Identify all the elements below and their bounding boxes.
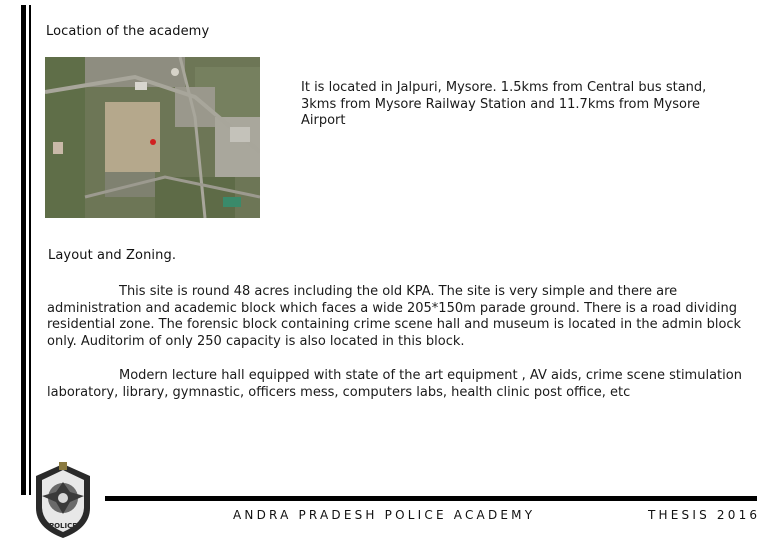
- layout-paragraph-1-text: This site is round 48 acres including the old KPA. The site is very simple and there are administration and academic block which faces a wide 205*150m parade ground. There is a road dividing residential zone. The forensic block containing crime scene hall and museum is located in the admin block only. Auditorim of only 250 capacity is also located in this block.: [47, 284, 742, 349]
- layout-paragraph-2: [47, 368, 747, 401]
- layout-paragraph-2-text: Modern lecture hall equipped with state of the art equipment , AV aids, crime scene stimulation laboratory, library, gymnastic, officers mess, computers labs, health clinic post office, etc: [47, 368, 742, 400]
- location-satellite-map: [45, 57, 260, 218]
- location-description: It is located in Jalpuri, Mysore. 1.5kms from Central bus stand, 3kms from Mysore Railway Station and 11.7kms from Mysore Airport: [301, 80, 707, 128]
- left-vertical-rule-thick: [21, 5, 26, 495]
- footer-academy-name: ANDRA PRADESH POLICE ACADEMY: [233, 508, 536, 522]
- left-vertical-rule-thin: [29, 5, 31, 495]
- footer-rule: [105, 496, 757, 501]
- layout-paragraph-1: [47, 284, 747, 350]
- footer-thesis-year: THESIS 2016: [648, 508, 761, 522]
- police-emblem-logo: [30, 462, 96, 540]
- emblem-police-text: POLICE: [48, 522, 78, 530]
- location-heading: Location of the academy: [46, 24, 210, 39]
- layout-heading: Layout and Zoning.: [48, 248, 177, 263]
